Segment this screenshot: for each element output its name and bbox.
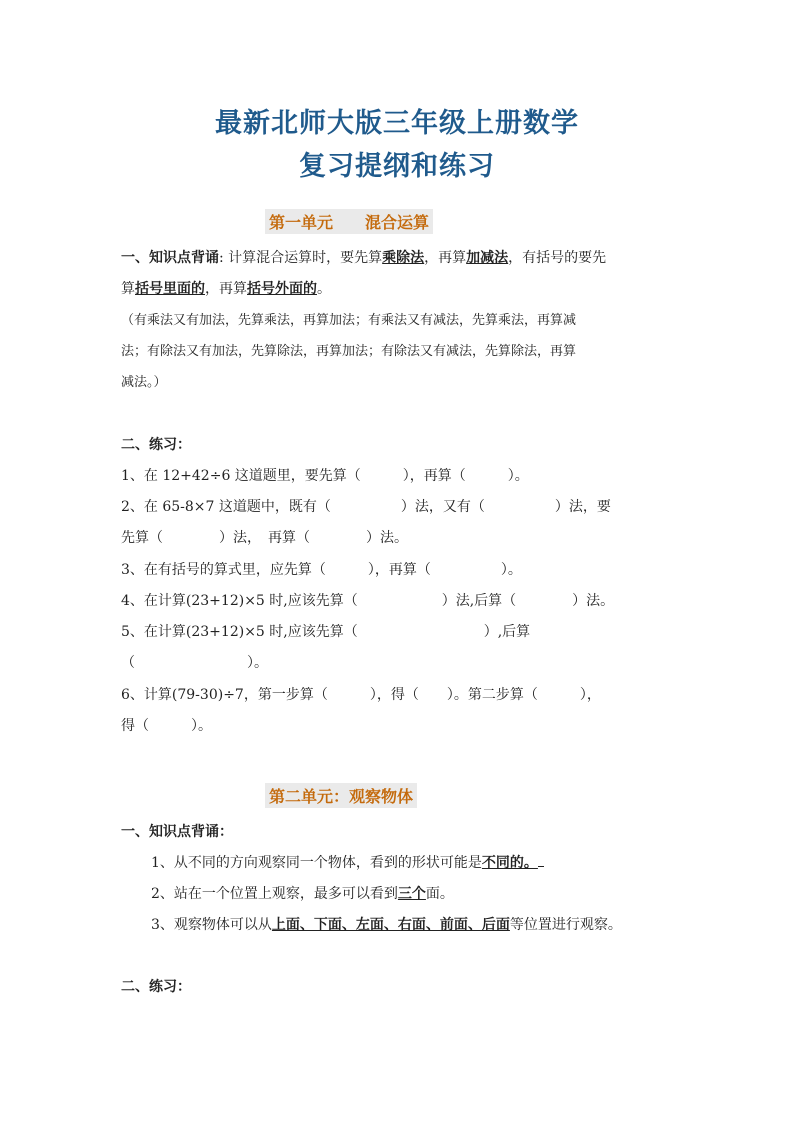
text: 3、观察物体可以从 [151, 917, 272, 933]
exercise-q6-line1: 6、计算(79-30)÷7，第一步算（ ），得（ ）。第二步算（ ）， [121, 687, 601, 703]
key-term: 加减法 [466, 250, 509, 266]
unit1-heading-topic: 混合运算 [365, 213, 430, 232]
separator: : [219, 250, 229, 266]
unit1-note-line1: （有乘法又有加法，先算乘法，再算加法；有乘法又有减法，先算乘法，再算减 [121, 313, 577, 328]
exercise-q5-line1: 5、在计算(23+12)×5 时,应该先算（ ）,后算 [121, 624, 531, 640]
unit2-knowledge-label: 一、知识点背诵： [121, 824, 233, 840]
exercise-q5-line2: （ ）。 [121, 655, 268, 671]
text: ，再算 [424, 250, 467, 266]
unit1-knowledge-line1 [121, 248, 606, 268]
text: 算 [121, 281, 135, 297]
text: 等位置进行观察。 [509, 917, 622, 933]
document-title-line2: 复习提纲和练习 [299, 151, 495, 182]
unit1-exercise-label: 二、练习： [121, 437, 191, 453]
exercise-q4: 4、在计算(23+12)×5 时,应该先算（ ）法,后算（ ）法。 [121, 593, 615, 609]
unit1-heading-number: 第一单元 [269, 213, 334, 232]
key-term: 三个 [397, 886, 426, 902]
exercise-q3: 3、在有括号的算式里，应先算（ ），再算（ ）。 [121, 562, 522, 578]
key-term: 乘除法 [382, 250, 425, 266]
unit1-note-line2: 法；有除法又有加法，先算除法，再算加法；有除法又有减法，先算除法，再算 [121, 344, 577, 359]
text: 面。 [425, 886, 454, 902]
unit2-exercise-label: 二、练习： [121, 979, 191, 995]
text: 1、从不同的方向观察同一个物体，看到的形状可能是 [151, 855, 482, 871]
unit2-point3 [151, 915, 622, 935]
exercise-q6-line2: 得（ ）。 [121, 718, 212, 734]
unit2-point2 [151, 884, 454, 904]
unit1-knowledge-line2 [121, 279, 331, 299]
unit1-heading [265, 209, 433, 234]
text: ，有括号的要先 [508, 250, 607, 266]
key-term: 括号里面的 [135, 281, 205, 297]
text: 。 [317, 281, 331, 297]
unit2-heading: 第二单元：观察物体 [265, 783, 417, 808]
document-title-line1: 最新北师大版三年级上册数学 [215, 108, 579, 139]
exercise-q1: 1、在 12+42÷6 这道题里，要先算（ ），再算（ ）。 [121, 468, 529, 484]
key-term: 不同的。 [481, 855, 538, 871]
unit1-note-line3: 减法。） [121, 375, 167, 390]
text: 计算混合运算时，要先算 [228, 250, 383, 266]
exercise-q2-line1: 2、在 65-8×7 这道题中，既有（ ）法，又有（ ）法，要 [121, 499, 611, 515]
exercise-q2-line2: 先算（ ）法， 再算（ ）法。 [121, 530, 408, 546]
text: 2、站在一个位置上观察，最多可以看到 [151, 886, 398, 902]
unit2-point1 [151, 853, 544, 873]
key-term: 上面、下面、左面、右面、前面、后面 [271, 917, 510, 933]
key-term: 括号外面的 [247, 281, 317, 297]
unit1-knowledge-label: 一、知识点背诵 [121, 250, 219, 266]
text: ，再算 [205, 281, 247, 297]
